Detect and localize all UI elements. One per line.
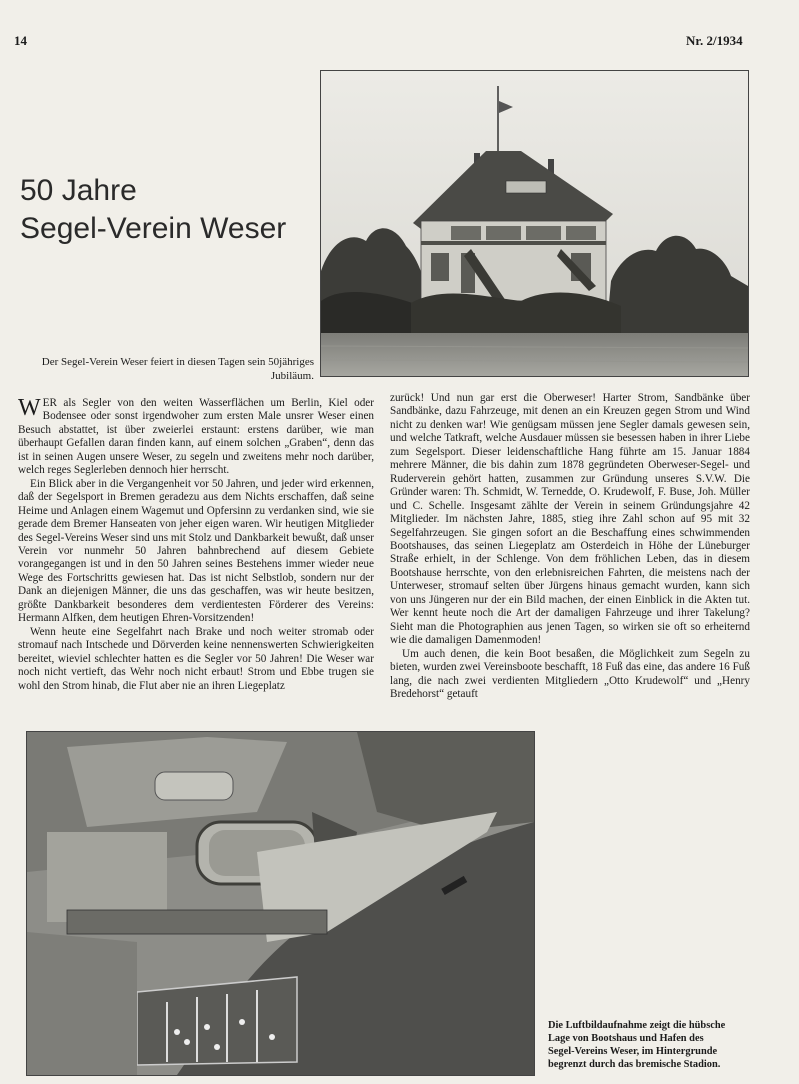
caption-line: Die Luftbildaufnahme zeigt die hübsche (548, 1020, 726, 1031)
article-paragraph: zurück! Und nun gar erst die Oberweser! Harter Strom, Sandbänke über Sandbänke, dazu Fahrzeuge, mit denen an ein Kreuzen gegen Strom und Wind nicht zu denken war! Wie genügsam müssen jene Segler damals gewesen sein, und welche Tatkraft, welche Ausdauer müssen sie besessen haben in ihrer Liebe zum Segelsport. Dieser leidenschaftliche Hang führte am 15. Januar 1884 mehrere Männer, die bis dahin zum 1878 gegründeten Oberweser-Segel- und Ruderverein gehört hatten, zusammen zur Gründung unseres S.V.W. Die Gründer waren: Th. Schmidt, W. Ternedde, O. Krudewolf, F. Buse, Joh. Müller und C. Schelle. Insgesamt zählte der Verein in seinem Gründungsjahre 42 Mitglieder. Im nächsten Jahre, 1885, stieg ihre Zahl schon auf 95 mit 32 Segelfahrzeugen. Sie gingen sofort an die Beschaffung eines schwimmenden Bootshauses, das seinen Liegeplatz am Osterdeich in Höhe der Lüneburger Straße erhielt, in der Schlenge. Von dem fröhlichen Leben, das in diesem Bootshause herrschte, von den erlebnisreichen Fahrten, die meistens nach der Unterweser, stromauf selten über Jürgens hinaus gemacht wurden, kann sich von uns Jüngeren nur der ein Bild machen, der einen Einblick in die Akten tut. Wer kennt heute noch die Art der damaligen Fahrzeuge und ihrer Takelung? Sieht man die Photographien aus jenen Tagen, so wirken sie oft so erheiternd wie die damaligen Damenmoden! (390, 392, 750, 647)
article-title-line-1: 50 Jahre (20, 174, 137, 207)
clubhouse-photo (320, 70, 749, 377)
caption-line: Segel-Vereins Weser, im Hintergrunde (548, 1046, 718, 1057)
article-paragraph: Um auch denen, die kein Boot besaßen, die Möglichkeit zum Segeln zu bieten, wurden zwei Vereinsboote beschafft, 18 Fuß das eine, das andere 16 Fuß lang, die nach zwei verdienten Mitgliedern „Otto Krudewolf“ und „Henry Bredehorst“ getauft (390, 647, 750, 700)
article-paragraph: Ein Blick aber in die Vergangenheit vor 50 Jahren, und jeder wird erkennen, daß der Segelsport in Bremen geradezu aus dem Nichts erschaffen, daß seine Heime und Anlagen einem Wagemut und Opfersinn zu verdanken sind, wie sie gerade dem Bremer Hanseaten von jeher eigen waren. Wir heutigen Mitglieder des Segel-Vereins Weser sind uns mit Stolz und Dankbarkeit bewußt, daß unser Verein vor nunmehr 50 Jahren bahnbrechend auf diesem Gebiete vorangegangen ist und in den 50 Jahren seines Bestehens immer wieder neue Wege des Fortschritts gewiesen hat. Das ist nicht Selbstlob, sondern nur der Dank an diejenigen Männer, die uns das geschaffen, was wir heute besitzen, größte Dankbarkeit besonderes dem verdientesten Förderer des Vereins: Hermann Alfken, dem heutigen Ehren-Vorsitzenden! (18, 477, 374, 625)
article-title (20, 172, 320, 248)
article-body-right-column (390, 392, 750, 717)
page-number: 14 (14, 33, 27, 48)
drop-cap: W (18, 397, 41, 421)
article-title-line-2: Segel-Verein Weser (20, 212, 287, 245)
aerial-photo (26, 731, 535, 1076)
article-paragraph-text: ER als Segler von den weiten Wasserflächen um Berlin, Kiel oder Bodensee oder sonst irgendwoher zum ersten Male unsrer Weser einen Besuch abstattet, ist über zweierlei erstaunt: erstens darüber, wie man überhaupt Gefallen daran finden kann, auf einem solchen „Graben“, denn das ist in seinen Augen unsere Weser, zu segeln und zweitens mehr noch darüber, welch reges Seglerleben dennoch hier herrscht. (18, 397, 374, 477)
article-body-left-column (18, 397, 374, 719)
clubhouse-photo-caption: Der Segel-Verein Weser feiert in diesen Tagen sein 50jähriges Jubiläum. (41, 356, 314, 382)
caption-line: Lage von Bootshaus und Hafen des (548, 1033, 704, 1044)
caption-line: begrenzt durch das bremische Stadion. (548, 1059, 721, 1070)
issue-number: Nr. 2/1934 (686, 33, 743, 48)
article-paragraph: Wenn heute eine Segelfahrt nach Brake und noch weiter stromab oder stromauf nach Intschede und Dörverden keine nennenswerten Schwierigkeiten bereitet, wieviel schlechter hatten es die Segler vor 50 Jahren! Die Weser war noch nicht vertieft, das Wehr noch nicht erbaut! Strom und Ebbe trugen sie wohl den Strom hinab, die Flut aber nie an ihren Liegeplatz (18, 625, 374, 692)
article-paragraph (18, 397, 374, 478)
aerial-photo-caption (548, 1019, 757, 1071)
